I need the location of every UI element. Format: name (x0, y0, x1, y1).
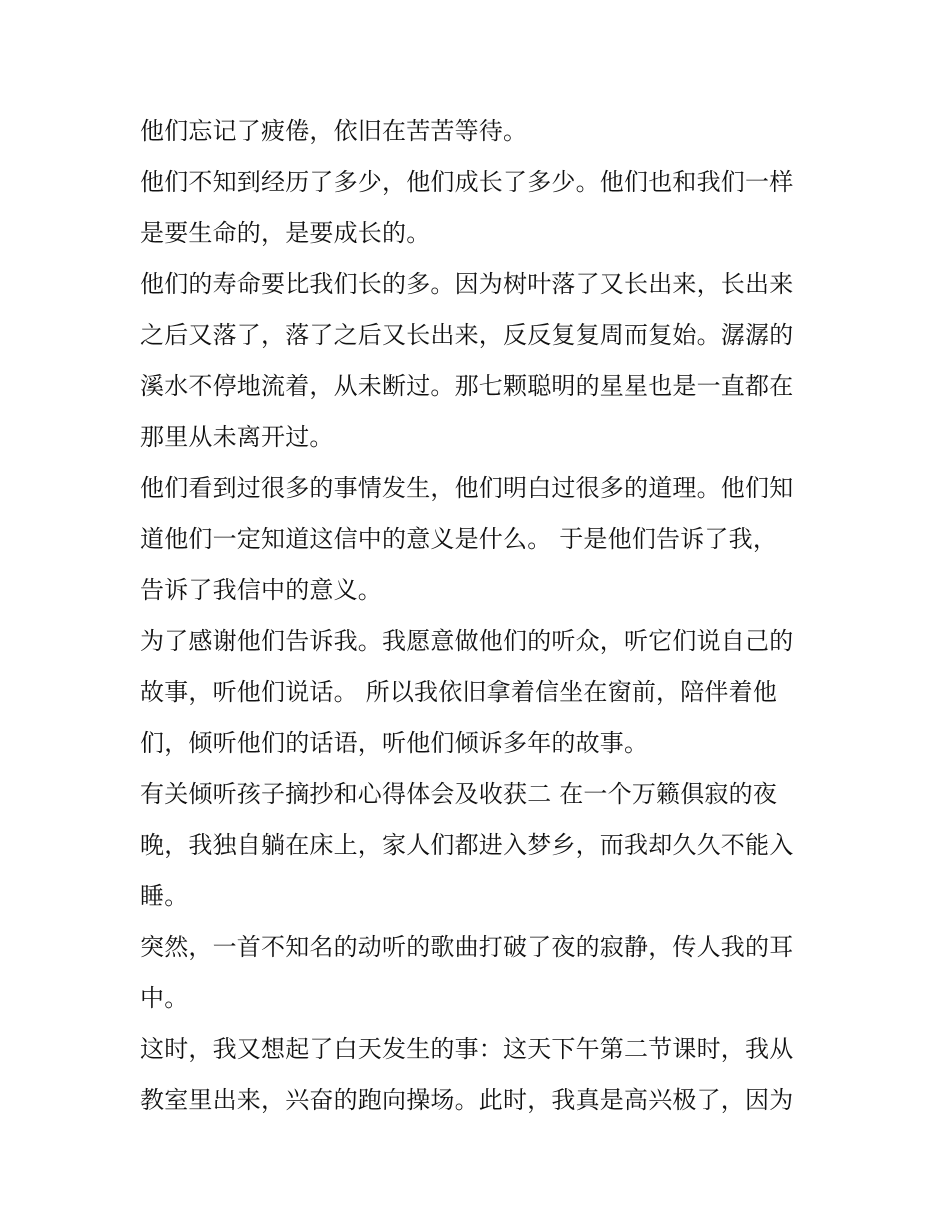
text-line: 这时，我又想起了白天发生的事：这天下午第二节课时，我从 (140, 1035, 794, 1063)
text-line: 为了感谢他们告诉我。我愿意做他们的听众，听它们说自己的 (140, 627, 794, 655)
text-line: 之后又落了，落了之后又长出来，反反复复周而复始。潺潺的 (140, 321, 794, 349)
text-line: 道他们一定知道这信中的意义是什么。 于是他们告诉了我， (140, 525, 778, 553)
text-line: 晚，我独自躺在床上，家人们都进入梦乡，而我却久久不能入 (140, 831, 794, 859)
text-line: 他们不知到经历了多少，他们成长了多少。他们也和我们一样 (140, 168, 794, 196)
text-line: 他们忘记了疲倦，依旧在苦苦等待。 (140, 117, 528, 145)
text-line: 故事，听他们说话。 所以我依旧拿着信坐在窗前，陪伴着他 (140, 678, 778, 706)
text-line: 教室里出来，兴奋的跑向操场。此时，我真是高兴极了，因为 (140, 1086, 794, 1114)
text-line: 他们的寿命要比我们长的多。因为树叶落了又长出来，长出来 (140, 270, 794, 298)
text-line: 那里从未离开过。 (140, 423, 334, 451)
text-line: 中。 (140, 984, 189, 1012)
text-line: 有关倾听孩子摘抄和心得体会及收获二 在一个万籁俱寂的夜 (140, 780, 778, 808)
document-body (140, 106, 815, 1126)
text-line: 告诉了我信中的意义。 (140, 576, 382, 604)
text-line: 溪水不停地流着，从未断过。那七颗聪明的星星也是一直都在 (140, 372, 794, 400)
text-line: 是要生命的，是要成长的。 (140, 219, 431, 247)
text-line: 睡。 (140, 882, 189, 910)
text-line: 们，倾听他们的话语，听他们倾诉多年的故事。 (140, 729, 649, 757)
text-line: 突然，一首不知名的动听的歌曲打破了夜的寂静，传人我的耳 (140, 933, 794, 961)
text-line: 他们看到过很多的事情发生，他们明白过很多的道理。他们知 (140, 474, 794, 502)
